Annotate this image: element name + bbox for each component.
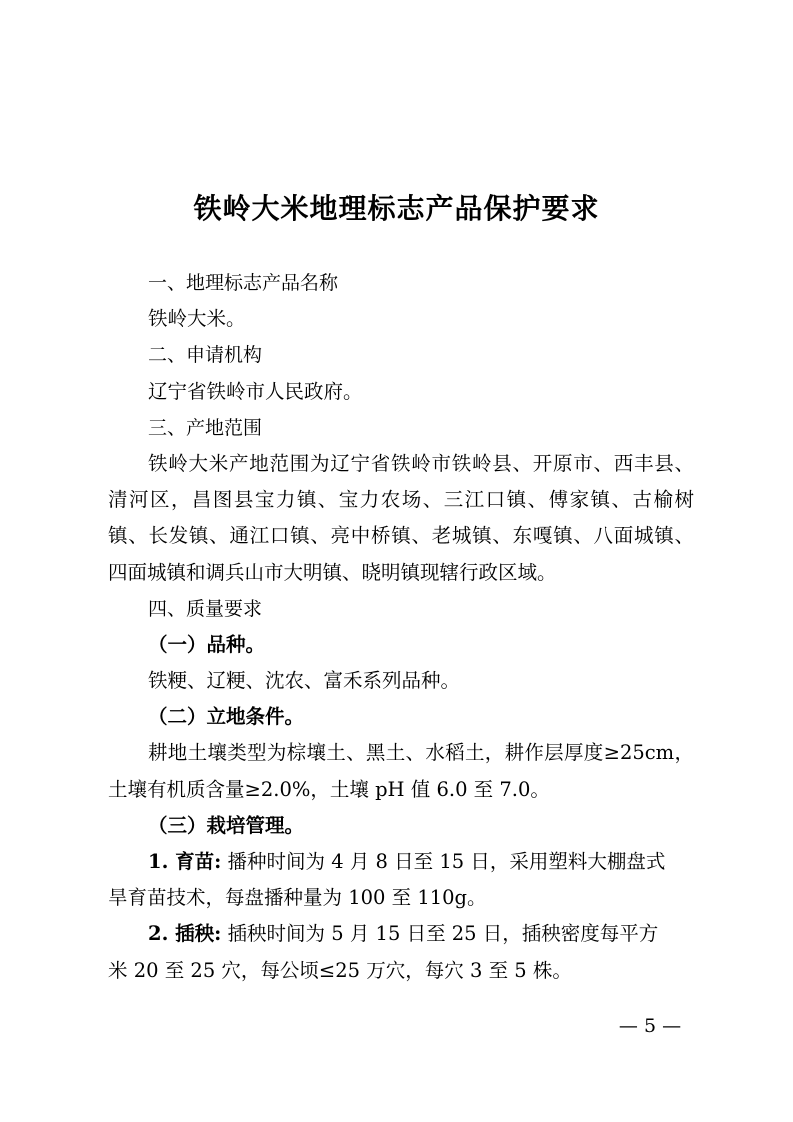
transplanting-text-line: 米 20 至 25 穴，每公顷≤25 万穴，每穴 3 至 5 株。 — [108, 958, 572, 982]
subheading-variety: （一）品种。 — [148, 632, 266, 656]
origin-scope-line: 铁岭大米产地范围为辽宁省铁岭市铁岭县、开原市、西丰县、 — [148, 451, 694, 475]
page-number: — 5 — — [618, 1015, 682, 1037]
seedling-text-line: 旱育苗技术，每盘播种量为 100 至 110g。 — [108, 886, 487, 910]
document-title: 铁岭大米地理标志产品保护要求 — [193, 192, 600, 225]
transplanting-paragraph-first-line — [108, 916, 694, 952]
origin-scope-line: 镇、长发镇、通江口镇、亮中桥镇、老城镇、东嘎镇、八面城镇、 — [108, 524, 694, 548]
section-heading-quality: 四、质量要求 — [148, 597, 263, 620]
site-conditions-line: 耕地土壤类型为棕壤土、黑土、水稻土，耕作层厚度≥25cm， — [148, 741, 694, 765]
section-heading-origin-scope: 三、产地范围 — [148, 416, 263, 439]
site-conditions-line: 土壤有机质含量≥2.0%，土壤 pH 值 6.0 至 7.0。 — [108, 777, 550, 801]
document-body — [108, 265, 694, 989]
section-heading-applicant: 二、申请机构 — [148, 344, 263, 367]
seedling-label: 1. 育苗: — [148, 850, 222, 873]
seedling-text-line: 播种时间为 4 月 8 日至 15 日，采用塑料大棚盘式 — [221, 850, 666, 873]
variety-text: 铁粳、辽粳、沈农、富禾系列品种。 — [148, 669, 461, 693]
applicant-text: 辽宁省铁岭市人民政府。 — [148, 379, 363, 403]
origin-scope-line: 四面城镇和调兵山市大明镇、晓明镇现辖行政区域。 — [108, 560, 557, 584]
subheading-site-conditions: （二）立地条件。 — [148, 705, 305, 729]
transplanting-label: 2. 插秧: — [148, 922, 222, 946]
subheading-cultivation: （三）栽培管理。 — [148, 813, 305, 837]
section-heading-product-name: 一、地理标志产品名称 — [148, 272, 339, 294]
transplanting-text-line: 插秧时间为 5 月 15 日至 25 日，插秧密度每平方 — [221, 922, 659, 946]
product-name-text: 铁岭大米。 — [148, 307, 246, 331]
origin-scope-line: 清河区，昌图县宝力镇、宝力农场、三江口镇、傅家镇、古榆树 — [108, 488, 694, 512]
seedling-paragraph-first-line — [108, 844, 694, 880]
